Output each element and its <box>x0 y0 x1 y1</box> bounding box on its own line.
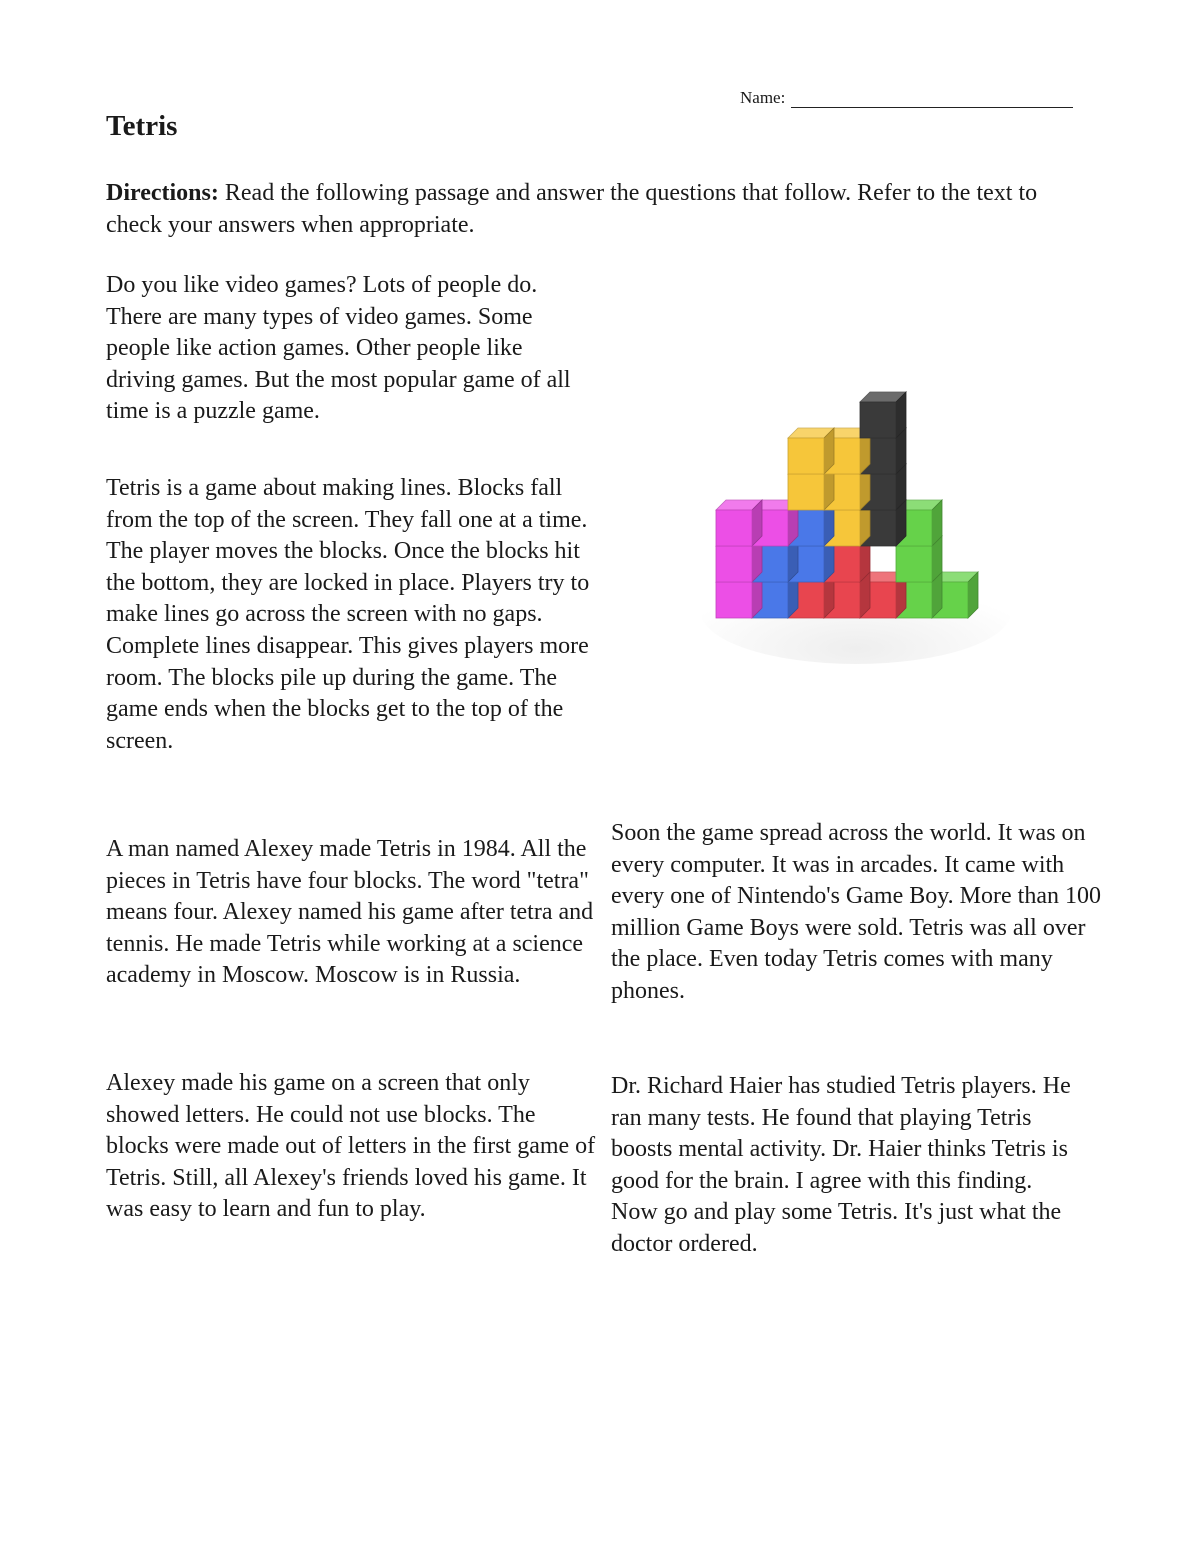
cube-stack <box>716 392 978 618</box>
passage-paragraph-5: Soon the game spread across the world. It was on every computer. It was in arcades. It came with every one of Nintendo's Game Boy. More than 100 million Game Boys were sold. Tetris was all over the place. Even today Tetris comes with many phones. <box>611 820 1101 1004</box>
name-label: Name: <box>740 88 786 107</box>
passage-paragraph-2: Tetris is a game about making lines. Blocks fall from the top of the screen. They fall one at a time. The player moves the blocks. Once the blocks hit the bottom, they are locked in place. Players try to make lines go across the screen with no gaps. Complete lines disappear. This gives players more room. The blocks pile up during the game. The game ends when the blocks get to the top of the screen. <box>106 475 590 754</box>
tetris-blocks-illustration <box>696 350 1010 666</box>
passage-paragraph-4: Alexey made his game on a screen that only showed letters. He could not use blocks. The blocks were made out of letters in the first game of Tetris. Still, all Alexey's friends loved his game. It was easy to learn and fun to play. <box>106 1070 596 1223</box>
cube-face <box>788 474 824 510</box>
name-field[interactable] <box>740 88 1073 108</box>
directions-label: Directions: <box>106 180 219 206</box>
passage-paragraph-3: A man named Alexey made Tetris in 1984. All the pieces in Tetris have four blocks. The word "tetra" means four. Alexey named his game after tetra and tennis. He made Tetris while working at a science academy in Moscow. Moscow is in Russia. <box>106 836 594 989</box>
passage-paragraph-6: Dr. Richard Haier has studied Tetris players. He ran many tests. He found that playing Tetris boosts mental activity. Dr. Haier thinks Tetris is good for the brain. I agree with this finding. Now go and play some Tetris. It's just what the doctor ordered. <box>611 1073 1071 1257</box>
page-title: Tetris <box>106 110 178 142</box>
cube-face <box>716 546 752 582</box>
directions <box>106 178 1086 241</box>
passage-paragraph-1: Do you like video games? Lots of people do. There are many types of video games. Some people like action games. Other people like driving games. But the most popular game of all time is a puzzle game. <box>106 272 571 425</box>
cube-face <box>716 582 752 618</box>
cube-face <box>896 546 932 582</box>
cube-face <box>788 438 824 474</box>
cube-face <box>716 510 752 546</box>
name-blank-line[interactable] <box>791 91 1073 108</box>
cube-face <box>860 402 896 438</box>
directions-text: Read the following passage and answer the questions that follow. Refer to the text to check your answers when appropriate. <box>106 180 1038 238</box>
